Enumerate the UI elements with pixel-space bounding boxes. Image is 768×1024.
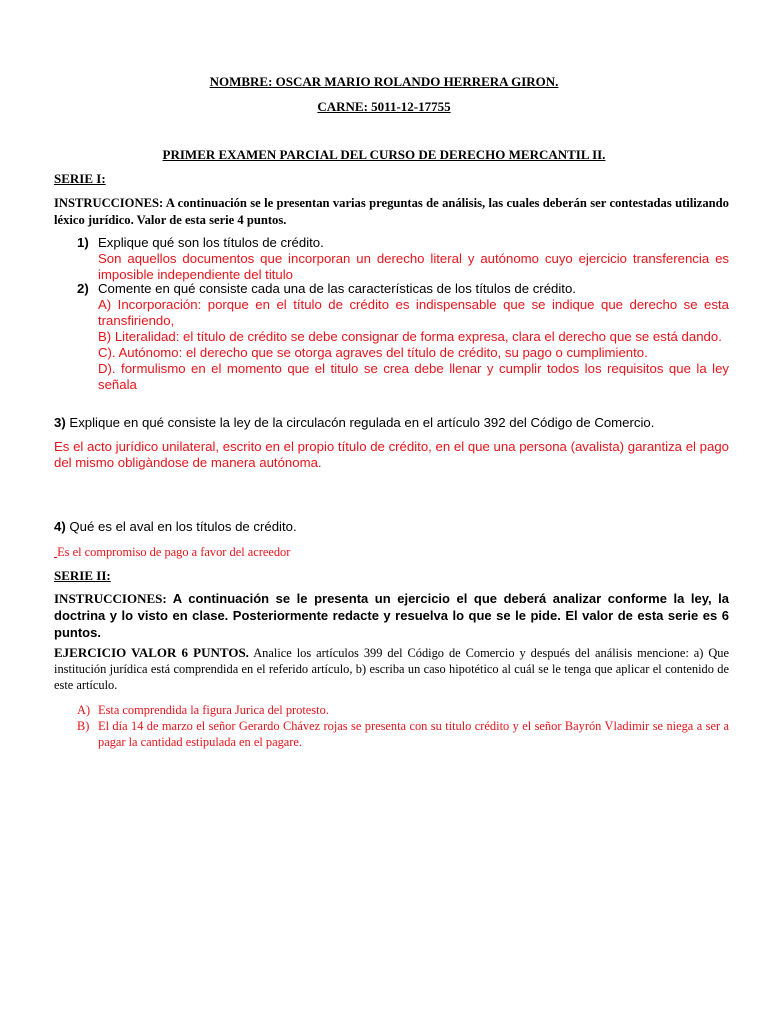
- answer-4: [54, 544, 729, 560]
- answer-text: Es el acto jurídico unilateral, escrito en el propio título de crédito, en el que una persona (avalista) garantiza el pago del mismo obligàndose de manera autónoma.: [54, 439, 729, 470]
- instructions-label: INSTRUCCIONES:: [54, 196, 164, 210]
- answer-letter: B): [77, 719, 90, 733]
- exercise-text: Analice los artículos 399 del Código de Comercio y después del análisis mencione: a) Que institución jurídica está comprendida en el referido artículo, b) escriba un caso hipotético al cuál se le tenga que aplicar el contenido de este artículo.: [54, 646, 729, 692]
- question-4: [54, 519, 729, 535]
- answer-formulismo: D). formulismo en el momento que el titulo se crea debe llenar y cumplir todos los requisitos que la ley señala: [98, 361, 729, 392]
- question-number: 4): [54, 519, 66, 534]
- answer-text: Es el compromiso de pago a favor del acreedor: [57, 545, 291, 559]
- answer-literalidad: B) Literalidad: el título de crédito se debe consignar de forma expresa, clara el derecho que se está dando.: [98, 329, 722, 344]
- instructions-text: A continuación se le presentan varias preguntas de análisis, las cuales deberán ser contestadas utilizando léxico jurídico. Valor de esta serie 4 puntos.: [54, 196, 729, 227]
- answer-a: [77, 702, 729, 718]
- instructions-label: INSTRUCCIONES:: [54, 591, 167, 606]
- question-text: Comente en qué consiste cada una de las características de los títulos de crédito.: [98, 281, 576, 296]
- student-name: NOMBRE: OSCAR MARIO ROLANDO HERRERA GIRON.: [209, 74, 559, 89]
- question-number: 2): [77, 281, 89, 296]
- serie-1-instructions: [54, 195, 729, 229]
- exam-title: PRIMER EXAMEN PARCIAL DEL CURSO DE DERECHO MERCANTIL II.: [162, 147, 606, 162]
- question-2: [77, 281, 729, 393]
- instructions-text: A continuación se le presenta un ejercicio el que deberá analizar conforme la ley, la doctrina y lo visto en clase. Posteriormente redacte y resuelva lo que se le pide. El valor de esta serie es 6 puntos.: [54, 591, 729, 640]
- question-1: [77, 235, 729, 283]
- question-text: Explique qué son los títulos de crédito.: [98, 235, 324, 250]
- answer-autonomo: C). Autónomo: el derecho que se otorga agraves del título de crédito, su pago o cumplimiento.: [98, 345, 648, 360]
- answer-text: El día 14 de marzo el señor Gerardo Chávez rojas se presenta con su titulo crédito y el señor Bayrón Vladimir se niega a ser a pagar la cantidad estipulada en el pagare.: [98, 719, 729, 749]
- question-number: 1): [77, 235, 89, 250]
- exercise-label: EJERCICIO VALOR 6 PUNTOS.: [54, 645, 249, 660]
- question-text: Qué es el aval en los títulos de crédito.: [69, 519, 297, 534]
- question-3: [54, 415, 729, 471]
- answer-text: Esta comprendida la figura Jurica del protesto.: [98, 703, 329, 717]
- answer-incorporacion: A) Incorporación: porque en el título de crédito es indispensable que se indique que derecho se esta transfiriendo,: [98, 297, 729, 328]
- serie-2-title: SERIE II:: [54, 568, 111, 583]
- exercise: [54, 645, 729, 693]
- answer-text: Son aquellos documentos que incorporan un derecho literal y autónomo cuyo ejercicio transferencia es imposible independiente del titulo: [98, 251, 729, 282]
- serie-2-instructions: [54, 590, 729, 641]
- answer-b: [77, 718, 729, 750]
- question-text: Explique en qué consiste la ley de la circulacón regulada en el artículo 392 del Código de Comercio.: [69, 415, 655, 430]
- question-number: 3): [54, 415, 66, 430]
- answer-letter: A): [77, 703, 91, 717]
- student-carne: CARNE: 5011-12-17755: [317, 99, 451, 114]
- serie-2-answers: [77, 702, 729, 750]
- serie-1-title: SERIE I:: [54, 171, 106, 186]
